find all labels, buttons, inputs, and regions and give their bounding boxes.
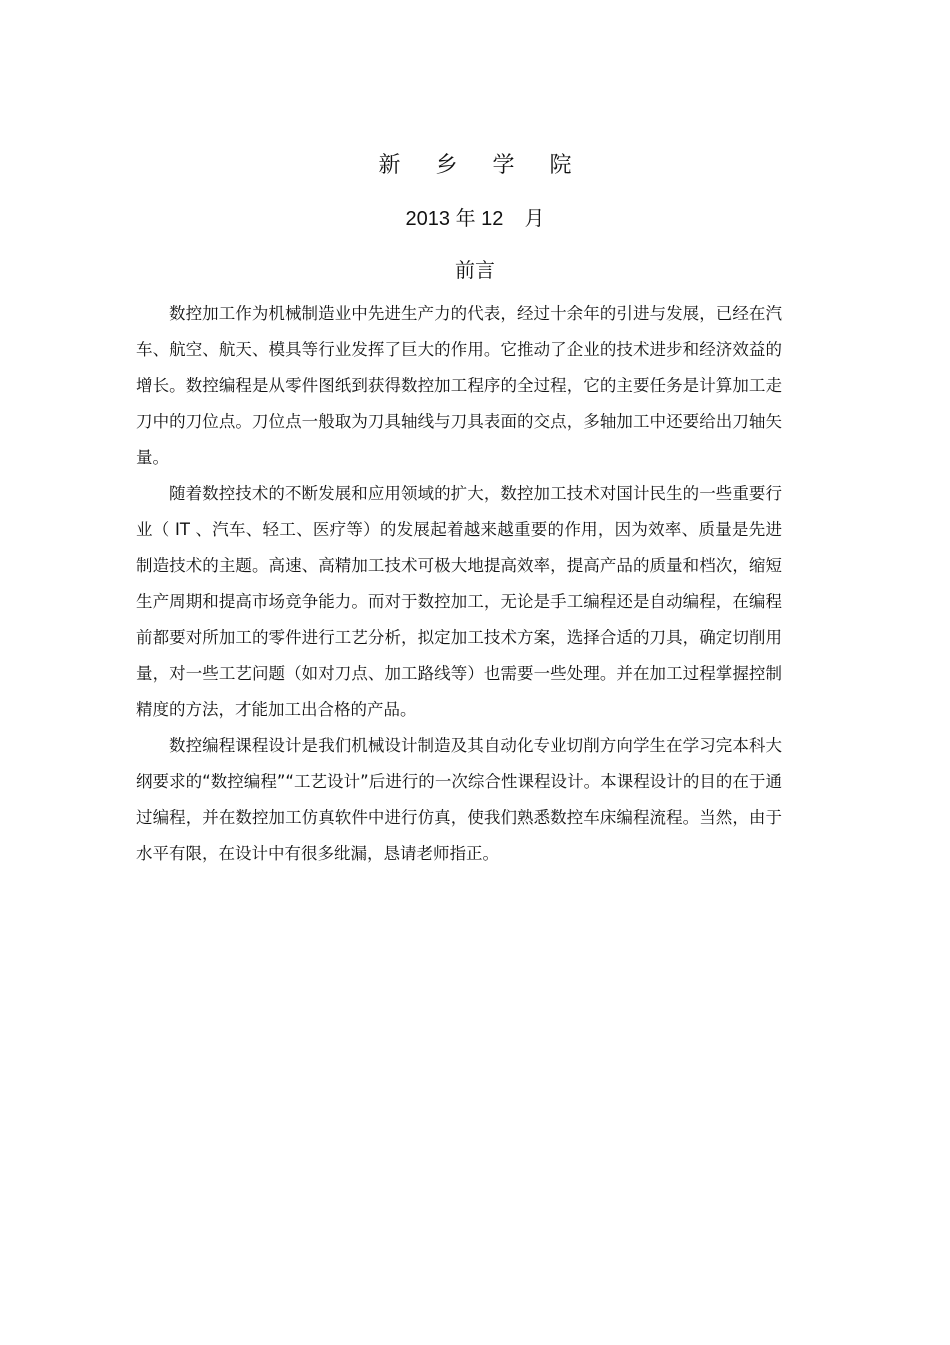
date-month: 12	[481, 208, 504, 230]
institution-name: 新 乡 学 院	[378, 153, 586, 178]
date-month-unit: 月	[524, 208, 545, 230]
date-year: 2013	[405, 208, 450, 230]
preface-body	[136, 296, 782, 872]
date-year-unit: 年	[455, 208, 476, 230]
preface-paragraph-1: 数控加工作为机械制造业中先进生产力的代表，经过十余年的引进与发展，已经在汽车、航空、航天、模具等行业发挥了巨大的作用。它推动了企业的技术进步和经济效益的增长。数控编程是从零件图纸到获得数控加工程序的全过程，它的主要任务是计算加工走刀中的刀位点。刀位点一般取为刀具轴线与刀具表面的交点，多轴加工中还要给出刀轴矢量。	[136, 304, 782, 467]
preface-paragraph-2: 随着数控技术的不断发展和应用领域的扩大，数控加工技术对国计民生的一些重要行业（ IT 、汽车、轻工、医疗等）的发展起着越来越重要的作用，因为效率、质量是先进制造技术的主题。高速、高精加工技术可极大地提高效率，提高产品的质量和档次，缩短生产周期和提高市场竞争能力。而对于数控加工，无论是手工编程还是自动编程，在编程前都要对所加工的零件进行工艺分析，拟定加工技术方案，选择合适的刀具，确定切削用量，对一些工艺问题（如对刀点、加工路线等）也需要一些处理。并在加工过程掌握控制精度的方法，才能加工出合格的产品。	[136, 484, 782, 719]
preface-title: 前言	[455, 258, 495, 282]
preface-paragraph-3: 数控编程课程设计是我们机械设计制造及其自动化专业切削方向学生在学习完本科大纲要求的“数控编程”“工艺设计”后进行的一次综合性课程设计。本课程设计的目的在于通过编程，并在数控加工仿真软件中进行仿真，使我们熟悉数控车床编程流程。当然，由于水平有限，在设计中有很多纰漏，恳请老师指正。	[136, 736, 782, 863]
document-date	[0, 202, 950, 231]
